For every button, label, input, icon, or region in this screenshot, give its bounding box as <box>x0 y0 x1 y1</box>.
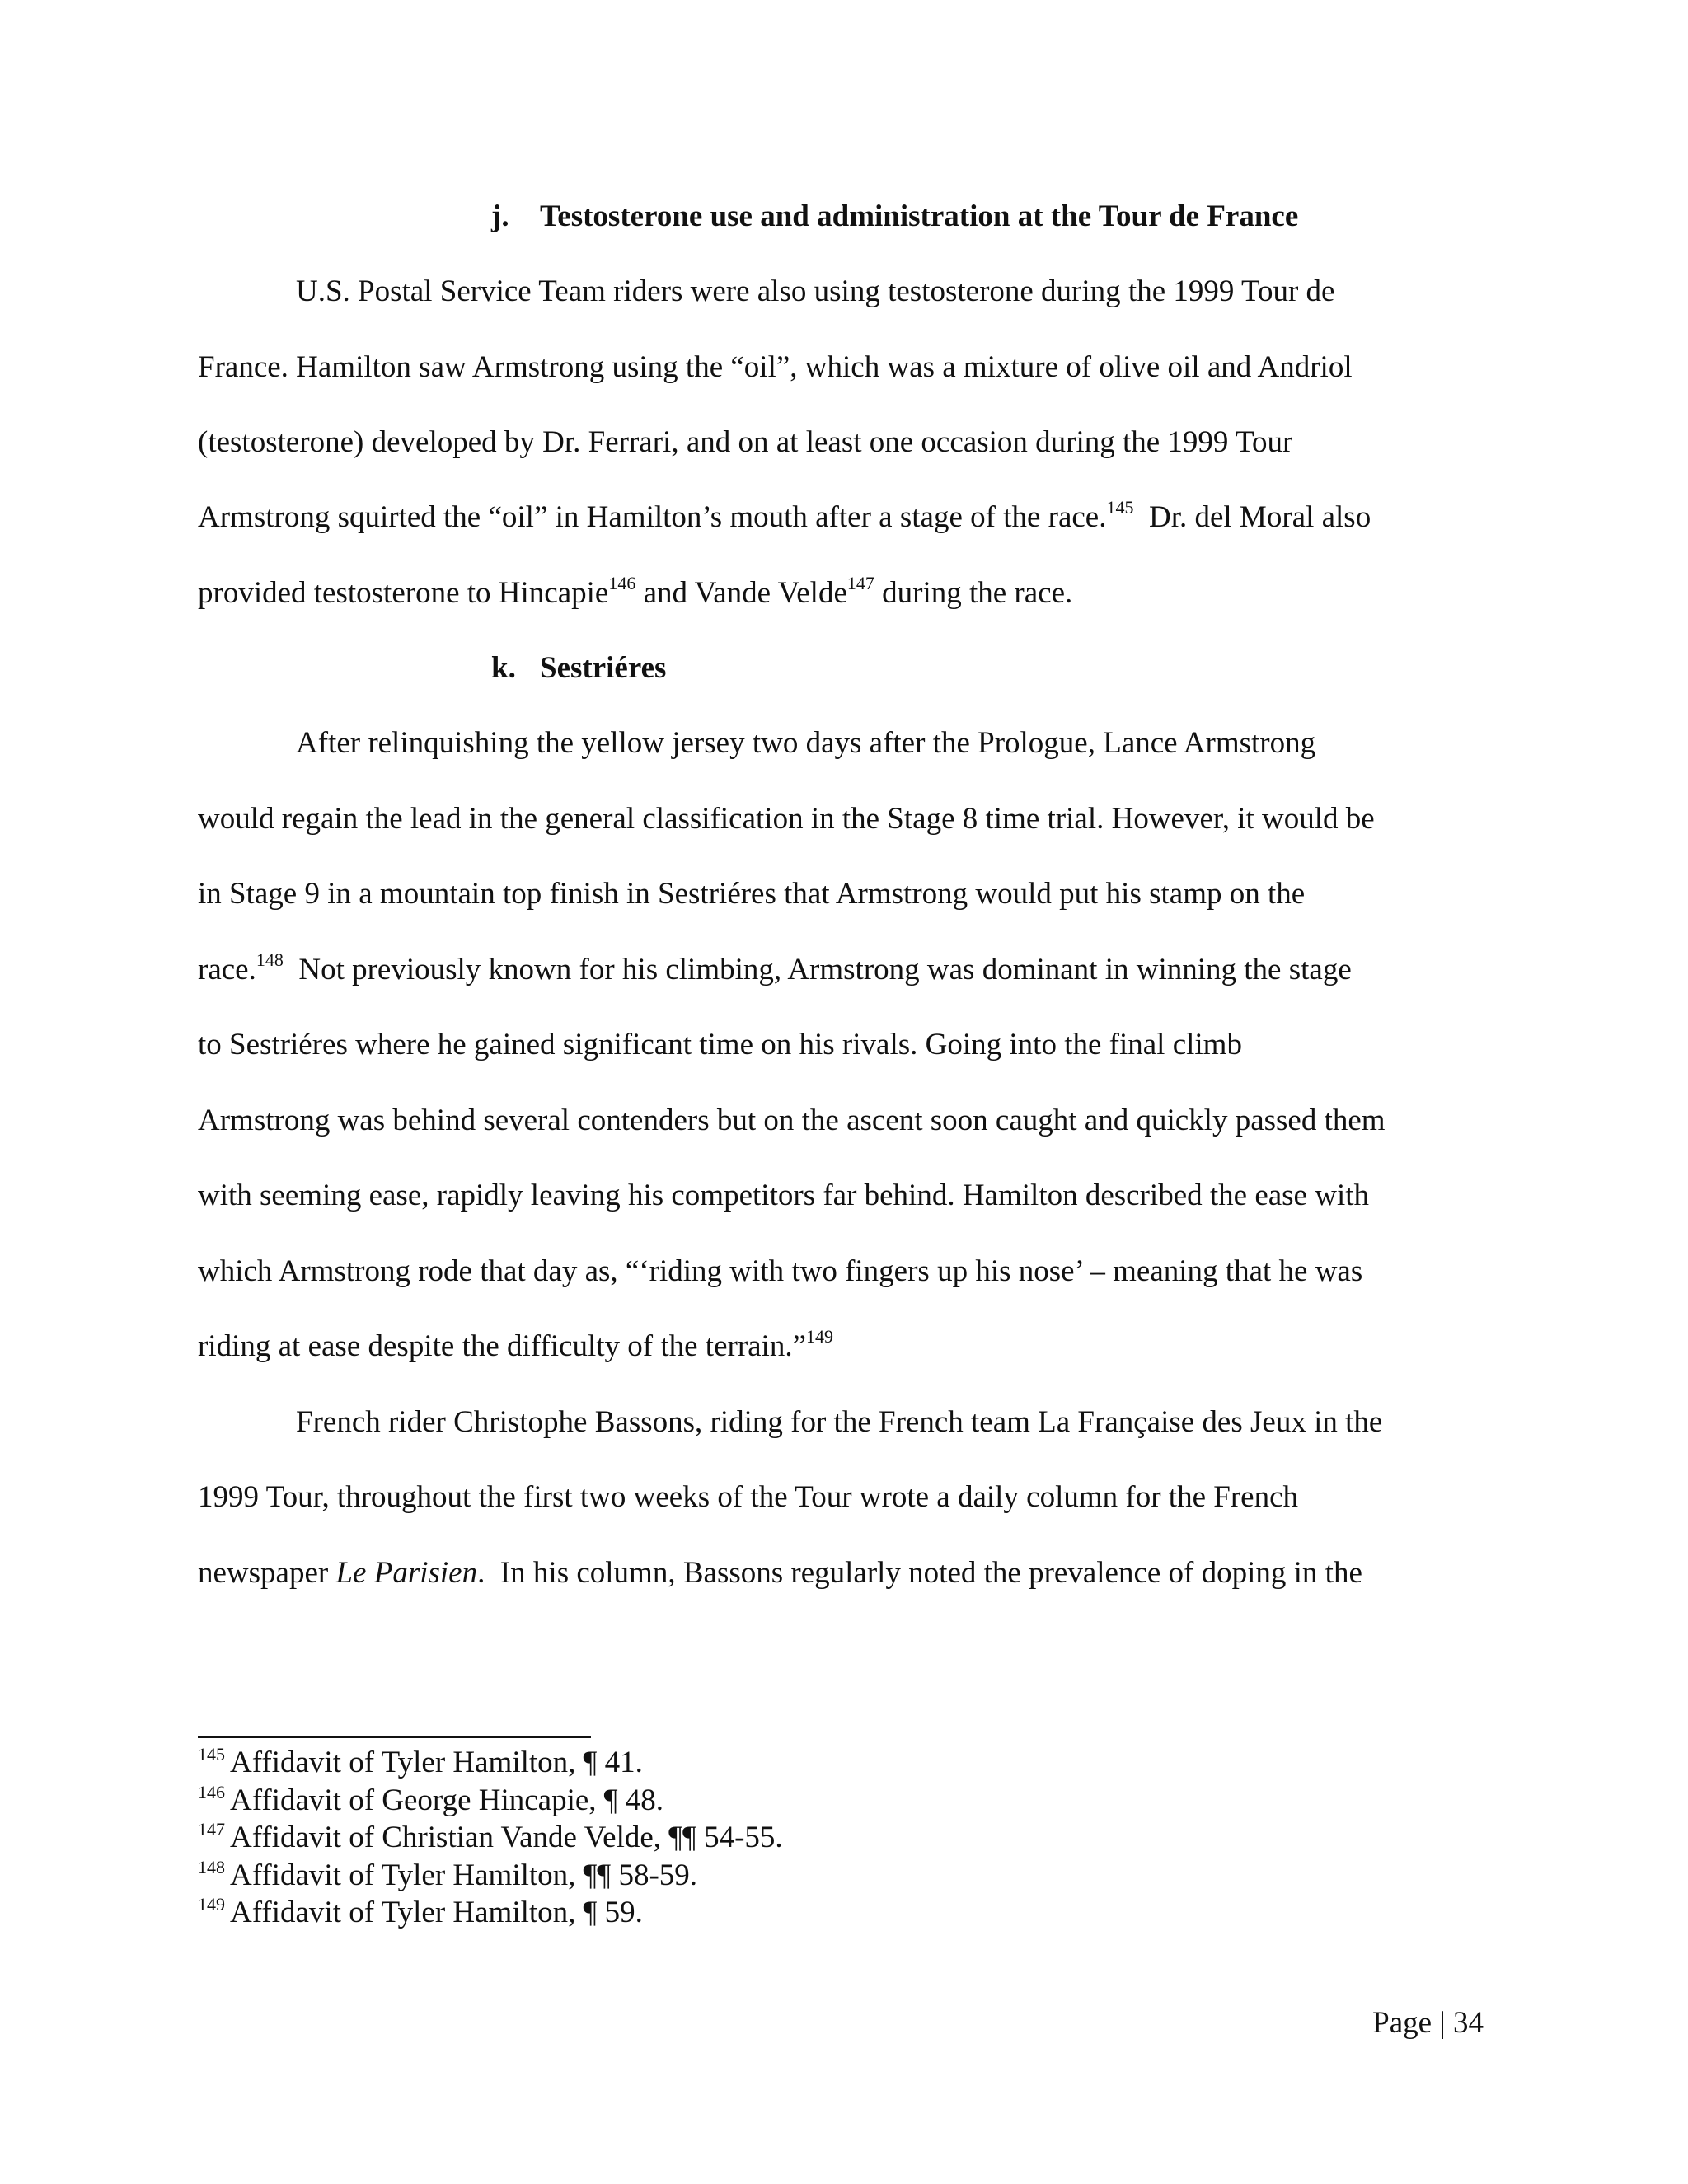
footnote-text: Affidavit of Tyler Hamilton, ¶¶ 58-59. <box>230 1858 698 1892</box>
body-text: Dr. del Moral also <box>1133 500 1372 534</box>
body-text: newspaper <box>198 1556 336 1590</box>
footnote-ref-146: 146 <box>608 573 636 593</box>
body-text: . In his column, Bassons regularly noted the prevalence of doping in the <box>477 1556 1362 1590</box>
footnote-text: Affidavit of George Hincapie, ¶ 48. <box>230 1783 664 1817</box>
body-text: race. <box>198 953 256 987</box>
footnote-ref-148: 148 <box>256 949 284 970</box>
body-text: and Vande Velde <box>635 576 847 610</box>
footnote-147 <box>198 1819 783 1856</box>
footnote-number: 146 <box>198 1782 225 1802</box>
body-text: Not previously known for his climbing, Armstrong was dominant in winning the stage <box>283 953 1352 987</box>
section-j-heading <box>491 198 1298 236</box>
body-line <box>198 574 1072 612</box>
body-line: in Stage 9 in a mountain top finish in Sestriéres that Armstrong would put his stamp on the <box>198 877 1306 911</box>
body-line: After relinquishing the yellow jersey two days after the Prologue, Lance Armstrong <box>296 726 1316 760</box>
footnote-separator <box>198 1736 591 1738</box>
body-line: U.S. Postal Service Team riders were also using testosterone during the 1999 Tour de <box>296 274 1335 308</box>
body-text: riding at ease despite the difficulty of the terrain.” <box>198 1329 807 1363</box>
footnote-145 <box>198 1744 643 1781</box>
footnote-number: 149 <box>198 1894 225 1915</box>
body-text: Armstrong squirted the “oil” in Hamilton’s mouth after a stage of the race. <box>198 500 1107 534</box>
body-line: with seeming ease, rapidly leaving his competitors far behind. Hamilton described the ease with <box>198 1179 1370 1212</box>
section-k-marker: k. <box>491 651 516 685</box>
body-line <box>198 1554 1362 1592</box>
newspaper-title: Le Parisien <box>335 1556 478 1590</box>
body-line: Armstrong was behind several contenders but on the ascent soon caught and quickly passed them <box>198 1104 1386 1137</box>
section-j-marker: j. <box>491 199 509 233</box>
section-k-title: Sestriéres <box>540 651 667 685</box>
footnote-148 <box>198 1857 697 1894</box>
footnote-number: 148 <box>198 1857 225 1877</box>
footnote-text: Affidavit of Tyler Hamilton, ¶ 41. <box>230 1746 643 1779</box>
body-text: during the race. <box>874 576 1073 610</box>
footnote-146 <box>198 1782 663 1819</box>
body-line <box>198 1328 833 1366</box>
footnote-ref-145: 145 <box>1106 497 1134 518</box>
footnote-ref-149: 149 <box>806 1326 834 1347</box>
body-line: which Armstrong rode that day as, “‘riding with two fingers up his nose’ – meaning that he was <box>198 1254 1363 1288</box>
body-line: France. Hamilton saw Armstrong using the “oil”, which was a mixture of olive oil and Andriol <box>198 350 1353 384</box>
footnote-number: 145 <box>198 1744 225 1765</box>
body-line: to Sestriéres where he gained significant time on his rivals. Going into the final climb <box>198 1028 1242 1062</box>
footnote-ref-147: 147 <box>846 573 874 593</box>
page-number: Page | 34 <box>1372 2006 1484 2040</box>
body-line: (testosterone) developed by Dr. Ferrari, and on at least one occasion during the 1999 Tour <box>198 425 1293 459</box>
section-j-title: Testosterone use and administration at the Tour de France <box>540 199 1299 233</box>
body-line: would regain the lead in the general classification in the Stage 8 time trial. However, it would be <box>198 802 1375 836</box>
body-line <box>198 499 1371 537</box>
footnote-text: Affidavit of Christian Vande Velde, ¶¶ 54-55. <box>230 1821 783 1854</box>
footnote-number: 147 <box>198 1819 225 1840</box>
footnote-149 <box>198 1894 643 1931</box>
body-line <box>198 951 1352 989</box>
section-k-heading <box>491 649 666 687</box>
body-text: provided testosterone to Hincapie <box>198 576 609 610</box>
footnote-text: Affidavit of Tyler Hamilton, ¶ 59. <box>230 1896 643 1929</box>
body-line: French rider Christophe Bassons, riding for the French team La Française des Jeux in the <box>296 1405 1383 1439</box>
body-line: 1999 Tour, throughout the first two weeks of the Tour wrote a daily column for the French <box>198 1480 1298 1514</box>
